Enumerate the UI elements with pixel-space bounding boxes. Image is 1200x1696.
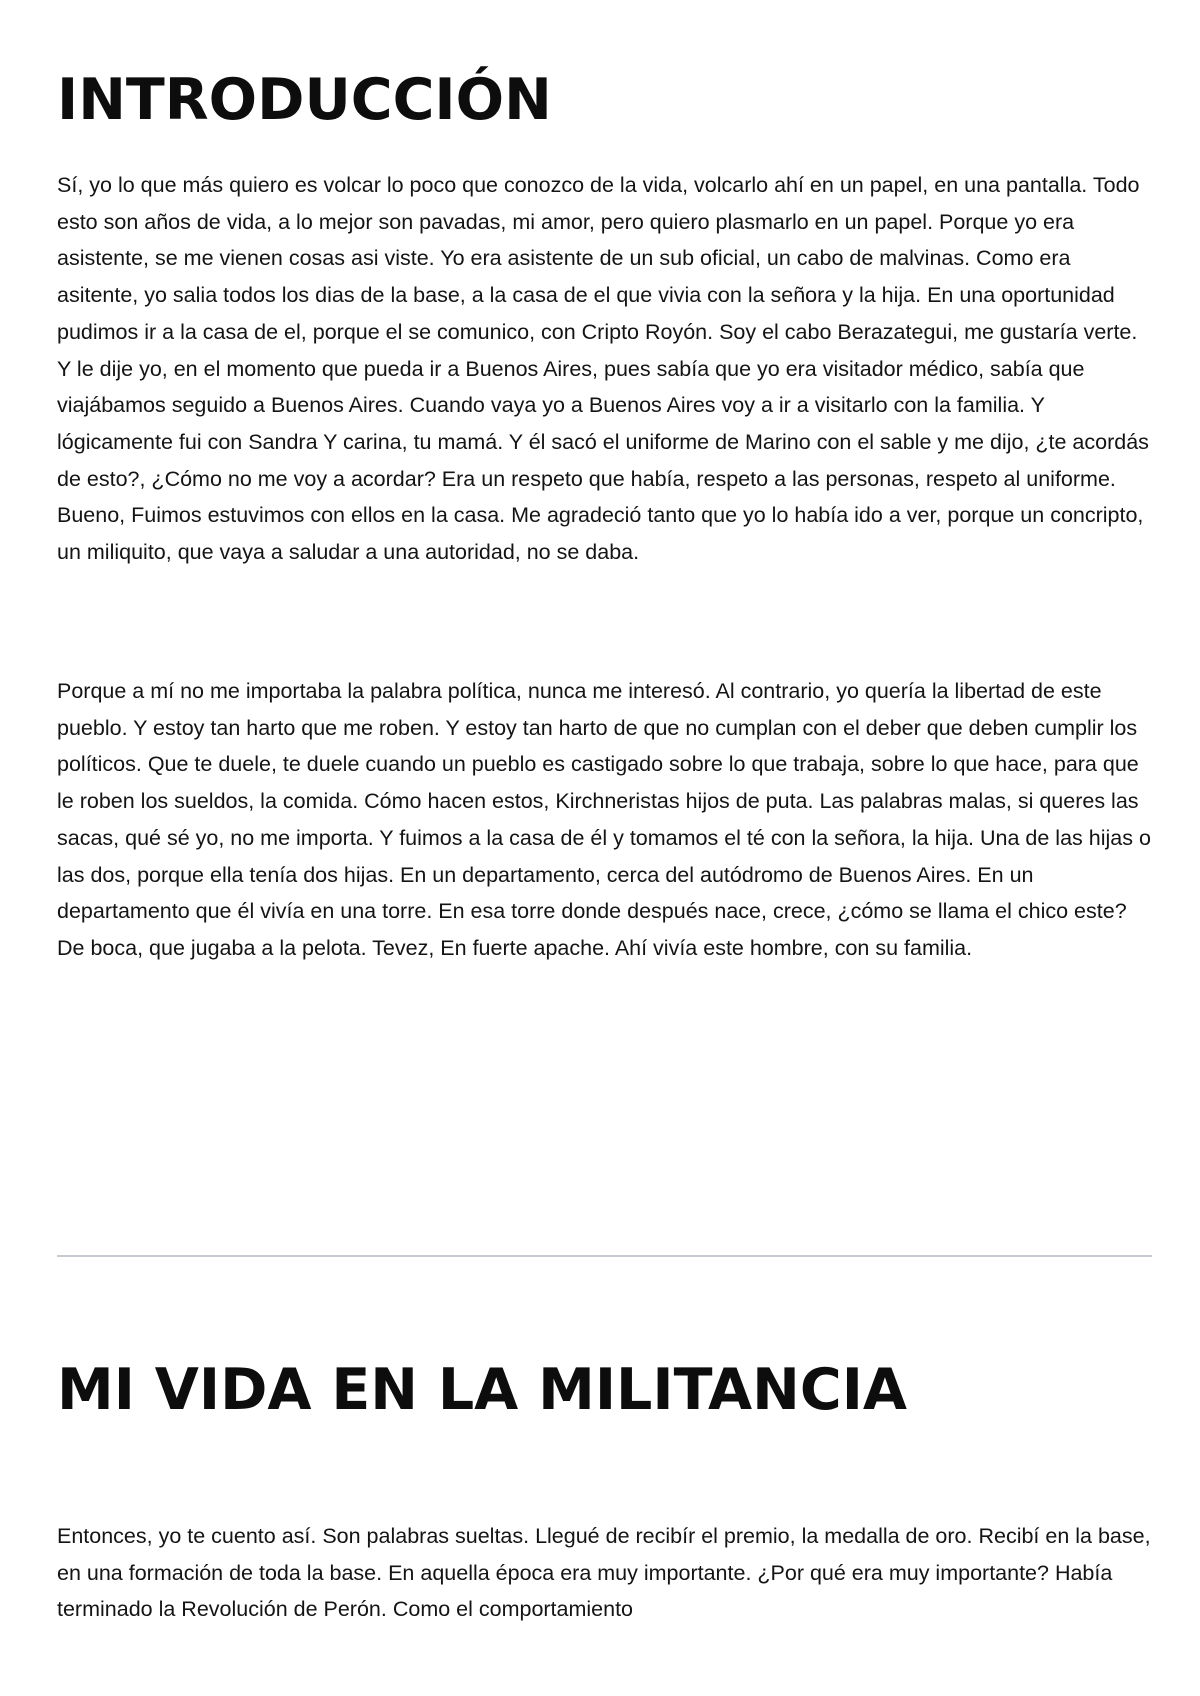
paragraph-intro-2: Porque a mí no me importaba la palabra política, nunca me interesó. Al contrario, yo quería la libertad de este pueblo. Y estoy tan harto que me roben. Y estoy tan harto de que no cumplan con el deber que deben cumplir los políticos. Que te duele, te duele cuando un pueblo es castigado sobre lo que trabaja, sobre lo que hace, para que le roben los sueldos, la comida. Cómo hacen estos, Kirchneristas hijos de puta. Las palabras malas, si queres las sacas, qué sé yo, no me importa. Y fuimos a la casa de él y tomamos el té con la señora, la hija. Una de las hijas o las dos, porque ella tenía dos hijas. En un departamento, cerca del autódromo de Buenos Aires. En un departamento que él vivía en una torre. En esa torre donde después nace, crece, ¿cómo se llama el chico este? De boca, que jugaba a la pelota. Tevez, En fuerte apache. Ahí vivía este hombre, con su familia. [57,679,1151,960]
section-title-militancia: MI VIDA EN LA MILITANCIA [57,1357,908,1423]
paragraph-militancia-1: Entonces, yo te cuento así. Son palabras sueltas. Llegué de recibír el premio, la medalla de oro. Recibí en la base, en una formación de toda la base. En aquella época era muy importante. ¿Por qué era muy importante? Había terminado la Revolución de Perón. Como el comportamiento [57,1524,1151,1622]
section-title-introduccion: INTRODUCCIÓN [57,67,552,133]
paragraph-intro-1: Sí, yo lo que más quiero es volcar lo poco que conozco de la vida, volcarlo ahí en un papel, en una pantalla. Todo esto son años de vida, a lo mejor son pavadas, mi amor, pero quiero plasmarlo en un papel. Porque yo era asistente, se me vienen cosas asi viste. Yo era asistente de un sub oficial, un cabo de malvinas. Como era asitente, yo salia todos los dias de la base, a la casa de el que vivia con la señora y la hija. En una oportunidad pudimos ir a la casa de el, porque el se comunico, con Cripto Royón. Soy el cabo Berazategui, me gustaría verte. Y le dije yo, en el momento que pueda ir a Buenos Aires, pues sabía que yo era visitador médico, sabía que viajábamos seguido a Buenos Aires. Cuando vaya yo a Buenos Aires voy a ir a visitarlo con la familia. Y lógicamente fui con Sandra Y carina, tu mamá. Y él sacó el uniforme de Marino con el sable y me dijo, ¿te acordás de esto?, ¿Cómo no me voy a acordar? Era un respeto que había, respeto a las personas, respeto al uniforme. Bueno, Fuimos estuvimos con ellos en la casa. Me agradeció tanto que yo lo había ido a ver, porque un concripto, un miliquito, que vaya a saludar a una autoridad, no se daba. [57,173,1149,565]
section-divider [57,1255,1152,1257]
